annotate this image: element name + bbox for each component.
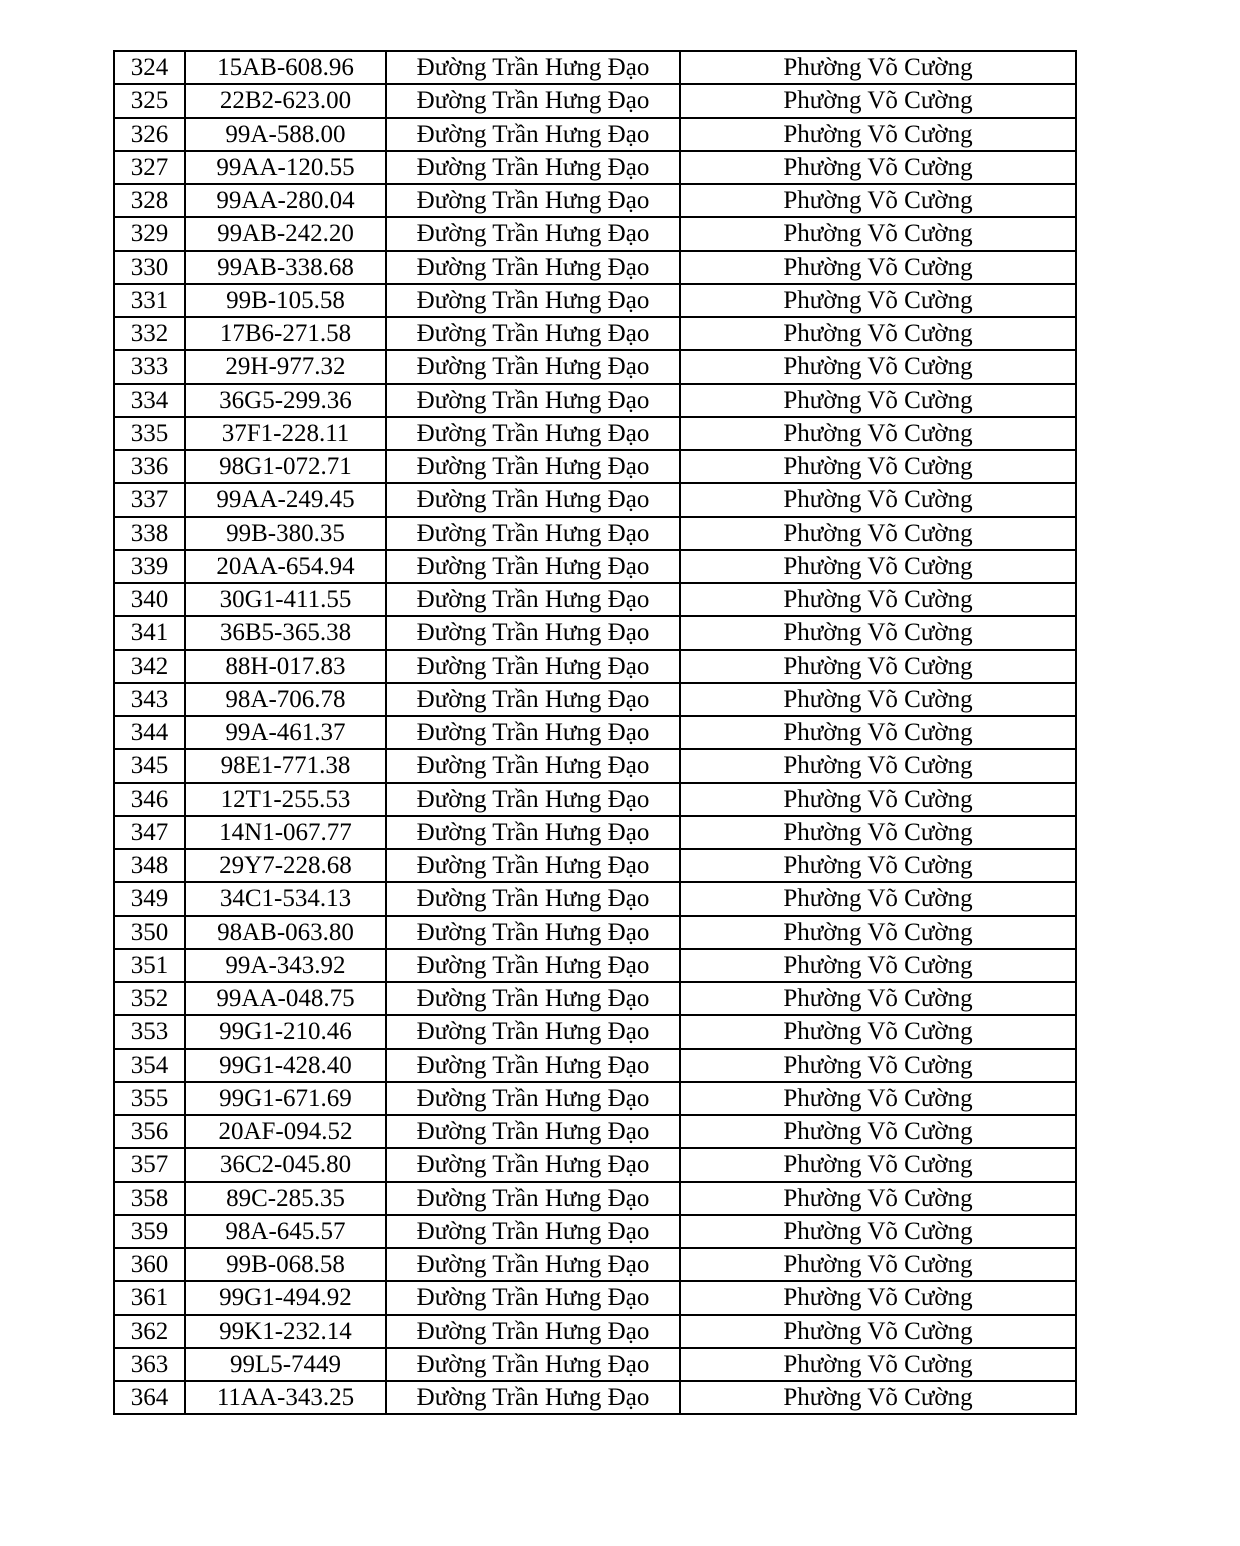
street-cell: Đường Trần Hưng Đạo (386, 616, 680, 649)
ward-cell: Phường Võ Cường (680, 84, 1076, 117)
street-cell: Đường Trần Hưng Đạo (386, 716, 680, 749)
license-plate-cell: 99L5-7449 (185, 1348, 386, 1381)
license-plate-cell: 99G1-210.46 (185, 1015, 386, 1048)
table-row (114, 1115, 1076, 1148)
ward-cell: Phường Võ Cường (680, 151, 1076, 184)
table-row (114, 1248, 1076, 1281)
ward-cell: Phường Võ Cường (680, 184, 1076, 217)
street-cell: Đường Trần Hưng Đạo (386, 1148, 680, 1181)
license-plate-cell: 99A-461.37 (185, 716, 386, 749)
street-cell: Đường Trần Hưng Đạo (386, 1115, 680, 1148)
ward-cell: Phường Võ Cường (680, 616, 1076, 649)
street-cell: Đường Trần Hưng Đạo (386, 317, 680, 350)
table-row (114, 251, 1076, 284)
license-plate-cell: 99G1-428.40 (185, 1049, 386, 1082)
table-body (114, 51, 1076, 1414)
ward-cell: Phường Võ Cường (680, 882, 1076, 915)
street-cell: Đường Trần Hưng Đạo (386, 1281, 680, 1314)
table-row (114, 1182, 1076, 1215)
row-number-cell: 335 (114, 417, 185, 450)
table-row (114, 1148, 1076, 1181)
ward-cell: Phường Võ Cường (680, 816, 1076, 849)
table-row (114, 184, 1076, 217)
table-row (114, 683, 1076, 716)
row-number-cell: 355 (114, 1082, 185, 1115)
row-number-cell: 324 (114, 51, 185, 84)
ward-cell: Phường Võ Cường (680, 350, 1076, 383)
street-cell: Đường Trần Hưng Đạo (386, 1182, 680, 1215)
street-cell: Đường Trần Hưng Đạo (386, 84, 680, 117)
row-number-cell: 358 (114, 1182, 185, 1215)
street-cell: Đường Trần Hưng Đạo (386, 1015, 680, 1048)
license-plate-cell: 99B-105.58 (185, 284, 386, 317)
ward-cell: Phường Võ Cường (680, 1049, 1076, 1082)
table-row (114, 483, 1076, 516)
table-row (114, 816, 1076, 849)
table-row (114, 583, 1076, 616)
table-row (114, 749, 1076, 782)
row-number-cell: 363 (114, 1348, 185, 1381)
row-number-cell: 340 (114, 583, 185, 616)
row-number-cell: 349 (114, 882, 185, 915)
table-row (114, 1381, 1076, 1414)
row-number-cell: 336 (114, 450, 185, 483)
license-plate-cell: 22B2-623.00 (185, 84, 386, 117)
row-number-cell: 326 (114, 118, 185, 151)
license-plate-cell: 17B6-271.58 (185, 317, 386, 350)
license-plate-cell: 98AB-063.80 (185, 916, 386, 949)
street-cell: Đường Trần Hưng Đạo (386, 949, 680, 982)
street-cell: Đường Trần Hưng Đạo (386, 251, 680, 284)
license-plate-cell: 99AB-242.20 (185, 217, 386, 250)
row-number-cell: 328 (114, 184, 185, 217)
table-row (114, 882, 1076, 915)
ward-cell: Phường Võ Cường (680, 251, 1076, 284)
ward-cell: Phường Võ Cường (680, 1381, 1076, 1414)
license-plate-cell: 99AA-048.75 (185, 982, 386, 1015)
row-number-cell: 333 (114, 350, 185, 383)
license-plate-cell: 20AA-654.94 (185, 550, 386, 583)
street-cell: Đường Trần Hưng Đạo (386, 882, 680, 915)
ward-cell: Phường Võ Cường (680, 916, 1076, 949)
row-number-cell: 337 (114, 483, 185, 516)
ward-cell: Phường Võ Cường (680, 450, 1076, 483)
ward-cell: Phường Võ Cường (680, 749, 1076, 782)
violations-table (113, 50, 1077, 1415)
ward-cell: Phường Võ Cường (680, 1015, 1076, 1048)
ward-cell: Phường Võ Cường (680, 849, 1076, 882)
street-cell: Đường Trần Hưng Đạo (386, 683, 680, 716)
street-cell: Đường Trần Hưng Đạo (386, 583, 680, 616)
street-cell: Đường Trần Hưng Đạo (386, 517, 680, 550)
ward-cell: Phường Võ Cường (680, 217, 1076, 250)
table-row (114, 84, 1076, 117)
license-plate-cell: 36G5-299.36 (185, 384, 386, 417)
ward-cell: Phường Võ Cường (680, 583, 1076, 616)
license-plate-cell: 29H-977.32 (185, 350, 386, 383)
street-cell: Đường Trần Hưng Đạo (386, 217, 680, 250)
street-cell: Đường Trần Hưng Đạo (386, 749, 680, 782)
table-row (114, 916, 1076, 949)
ward-cell: Phường Võ Cường (680, 317, 1076, 350)
license-plate-cell: 98E1-771.38 (185, 749, 386, 782)
license-plate-cell: 98G1-072.71 (185, 450, 386, 483)
table-row (114, 1049, 1076, 1082)
license-plate-cell: 99AA-249.45 (185, 483, 386, 516)
street-cell: Đường Trần Hưng Đạo (386, 816, 680, 849)
license-plate-cell: 14N1-067.77 (185, 816, 386, 849)
ward-cell: Phường Võ Cường (680, 1248, 1076, 1281)
table-row (114, 716, 1076, 749)
row-number-cell: 338 (114, 517, 185, 550)
table-row (114, 51, 1076, 84)
row-number-cell: 353 (114, 1015, 185, 1048)
ward-cell: Phường Võ Cường (680, 284, 1076, 317)
street-cell: Đường Trần Hưng Đạo (386, 1315, 680, 1348)
ward-cell: Phường Võ Cường (680, 118, 1076, 151)
street-cell: Đường Trần Hưng Đạo (386, 783, 680, 816)
row-number-cell: 327 (114, 151, 185, 184)
ward-cell: Phường Võ Cường (680, 417, 1076, 450)
ward-cell: Phường Võ Cường (680, 1348, 1076, 1381)
street-cell: Đường Trần Hưng Đạo (386, 184, 680, 217)
row-number-cell: 344 (114, 716, 185, 749)
ward-cell: Phường Võ Cường (680, 1182, 1076, 1215)
street-cell: Đường Trần Hưng Đạo (386, 1082, 680, 1115)
table-row (114, 1082, 1076, 1115)
row-number-cell: 339 (114, 550, 185, 583)
ward-cell: Phường Võ Cường (680, 517, 1076, 550)
ward-cell: Phường Võ Cường (680, 683, 1076, 716)
ward-cell: Phường Võ Cường (680, 51, 1076, 84)
table-row (114, 151, 1076, 184)
row-number-cell: 341 (114, 616, 185, 649)
ward-cell: Phường Võ Cường (680, 650, 1076, 683)
row-number-cell: 359 (114, 1215, 185, 1248)
row-number-cell: 356 (114, 1115, 185, 1148)
street-cell: Đường Trần Hưng Đạo (386, 1381, 680, 1414)
ward-cell: Phường Võ Cường (680, 384, 1076, 417)
ward-cell: Phường Võ Cường (680, 1315, 1076, 1348)
table-row (114, 1281, 1076, 1314)
license-plate-cell: 99A-343.92 (185, 949, 386, 982)
table-row (114, 1215, 1076, 1248)
street-cell: Đường Trần Hưng Đạo (386, 450, 680, 483)
table-row (114, 517, 1076, 550)
table-row (114, 450, 1076, 483)
table-row (114, 849, 1076, 882)
row-number-cell: 347 (114, 816, 185, 849)
license-plate-cell: 99AA-120.55 (185, 151, 386, 184)
license-plate-cell: 99G1-671.69 (185, 1082, 386, 1115)
license-plate-cell: 98A-706.78 (185, 683, 386, 716)
table-row (114, 1315, 1076, 1348)
table-row (114, 1348, 1076, 1381)
row-number-cell: 350 (114, 916, 185, 949)
license-plate-cell: 15AB-608.96 (185, 51, 386, 84)
ward-cell: Phường Võ Cường (680, 550, 1076, 583)
row-number-cell: 348 (114, 849, 185, 882)
street-cell: Đường Trần Hưng Đạo (386, 417, 680, 450)
row-number-cell: 361 (114, 1281, 185, 1314)
license-plate-cell: 89C-285.35 (185, 1182, 386, 1215)
ward-cell: Phường Võ Cường (680, 716, 1076, 749)
row-number-cell: 362 (114, 1315, 185, 1348)
license-plate-cell: 29Y7-228.68 (185, 849, 386, 882)
ward-cell: Phường Võ Cường (680, 483, 1076, 516)
ward-cell: Phường Võ Cường (680, 1115, 1076, 1148)
row-number-cell: 343 (114, 683, 185, 716)
table-row (114, 284, 1076, 317)
license-plate-cell: 88H-017.83 (185, 650, 386, 683)
ward-cell: Phường Võ Cường (680, 1082, 1076, 1115)
street-cell: Đường Trần Hưng Đạo (386, 284, 680, 317)
license-plate-cell: 98A-645.57 (185, 1215, 386, 1248)
license-plate-cell: 37F1-228.11 (185, 417, 386, 450)
license-plate-cell: 36C2-045.80 (185, 1148, 386, 1181)
table-row (114, 317, 1076, 350)
street-cell: Đường Trần Hưng Đạo (386, 650, 680, 683)
row-number-cell: 352 (114, 982, 185, 1015)
license-plate-cell: 99G1-494.92 (185, 1281, 386, 1314)
table-row (114, 417, 1076, 450)
ward-cell: Phường Võ Cường (680, 982, 1076, 1015)
table-row (114, 616, 1076, 649)
street-cell: Đường Trần Hưng Đạo (386, 483, 680, 516)
ward-cell: Phường Võ Cường (680, 783, 1076, 816)
license-plate-cell: 99AB-338.68 (185, 251, 386, 284)
row-number-cell: 346 (114, 783, 185, 816)
row-number-cell: 334 (114, 384, 185, 417)
street-cell: Đường Trần Hưng Đạo (386, 350, 680, 383)
row-number-cell: 329 (114, 217, 185, 250)
street-cell: Đường Trần Hưng Đạo (386, 849, 680, 882)
table-row (114, 118, 1076, 151)
table-row (114, 650, 1076, 683)
street-cell: Đường Trần Hưng Đạo (386, 151, 680, 184)
street-cell: Đường Trần Hưng Đạo (386, 384, 680, 417)
license-plate-cell: 99AA-280.04 (185, 184, 386, 217)
license-plate-cell: 99A-588.00 (185, 118, 386, 151)
row-number-cell: 351 (114, 949, 185, 982)
row-number-cell: 325 (114, 84, 185, 117)
street-cell: Đường Trần Hưng Đạo (386, 1049, 680, 1082)
street-cell: Đường Trần Hưng Đạo (386, 1215, 680, 1248)
license-plate-cell: 99B-068.58 (185, 1248, 386, 1281)
table-row (114, 1015, 1076, 1048)
row-number-cell: 364 (114, 1381, 185, 1414)
license-plate-cell: 34C1-534.13 (185, 882, 386, 915)
table-row (114, 949, 1076, 982)
ward-cell: Phường Võ Cường (680, 949, 1076, 982)
license-plate-cell: 12T1-255.53 (185, 783, 386, 816)
row-number-cell: 332 (114, 317, 185, 350)
street-cell: Đường Trần Hưng Đạo (386, 118, 680, 151)
row-number-cell: 342 (114, 650, 185, 683)
license-plate-cell: 99K1-232.14 (185, 1315, 386, 1348)
row-number-cell: 354 (114, 1049, 185, 1082)
street-cell: Đường Trần Hưng Đạo (386, 982, 680, 1015)
table-row (114, 217, 1076, 250)
row-number-cell: 330 (114, 251, 185, 284)
ward-cell: Phường Võ Cường (680, 1215, 1076, 1248)
license-plate-cell: 11AA-343.25 (185, 1381, 386, 1414)
license-plate-cell: 20AF-094.52 (185, 1115, 386, 1148)
ward-cell: Phường Võ Cường (680, 1148, 1076, 1181)
street-cell: Đường Trần Hưng Đạo (386, 550, 680, 583)
street-cell: Đường Trần Hưng Đạo (386, 1348, 680, 1381)
license-plate-cell: 36B5-365.38 (185, 616, 386, 649)
license-plate-cell: 99B-380.35 (185, 517, 386, 550)
table-row (114, 982, 1076, 1015)
row-number-cell: 360 (114, 1248, 185, 1281)
ward-cell: Phường Võ Cường (680, 1281, 1076, 1314)
row-number-cell: 357 (114, 1148, 185, 1181)
street-cell: Đường Trần Hưng Đạo (386, 916, 680, 949)
street-cell: Đường Trần Hưng Đạo (386, 1248, 680, 1281)
table-row (114, 783, 1076, 816)
license-plate-cell: 30G1-411.55 (185, 583, 386, 616)
row-number-cell: 345 (114, 749, 185, 782)
table-row (114, 384, 1076, 417)
table-row (114, 350, 1076, 383)
table-row (114, 550, 1076, 583)
street-cell: Đường Trần Hưng Đạo (386, 51, 680, 84)
row-number-cell: 331 (114, 284, 185, 317)
